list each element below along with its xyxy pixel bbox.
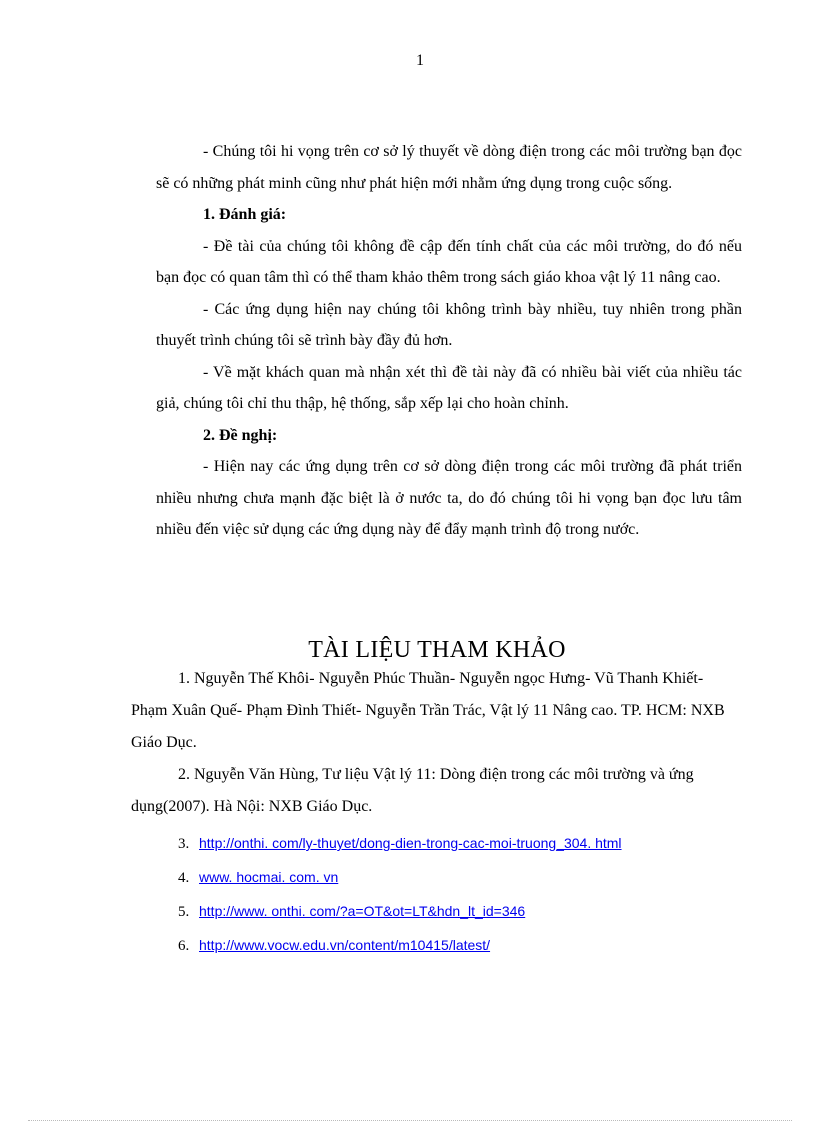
evaluation-heading: 1. Đánh giá: [203,206,287,223]
proposal-paragraph: - Hiện nay các ứng dụng trên cơ sở dòng điện trong các môi trường đã phát triển nhiều nhưng chưa mạnh đặc biệt là ở nước ta, do đó chúng tôi hi vọng bạn đọc lưu tâm nhiều đến việc sử dụng các ứng dụng này để đẩy mạnh trình độ trong nước. [156,458,742,538]
reference-link[interactable]: http://onthi. com/ly-thuyet/dong-dien-trong-cac-moi-truong_304. html [199,835,622,851]
reference-link[interactable]: www. hocmai. com. vn [199,869,339,885]
reference-link[interactable]: http://www.vocw.edu.vn/content/m10415/latest/ [199,937,491,953]
evaluation-paragraph: - Đề tài của chúng tôi không đề cập đến tính chất của các môi trường, do đó nếu bạn đọc có quan tâm thì có thể tham khảo thêm trong sách giáo khoa vật lý 11 nâng cao. [156,237,742,286]
reference-number: 4. [178,870,190,886]
reference-link-row [178,860,622,894]
intro-paragraph: - Chúng tôi hi vọng trên cơ sở lý thuyết về dòng điện trong các môi trường bạn đọc sẽ có những phát minh cũng như phát hiện mới nhằm ứng dụng trong cuộc sống. [156,143,742,192]
link-references [178,826,622,962]
evaluation-paragraph: - Các ứng dụng hiện nay chúng tôi không trình bày nhiều, tuy nhiên trong phần thuyết trình chúng tôi sẽ trình bày đầy đủ hơn. [156,300,742,349]
page-bottom-rule [28,1120,792,1121]
reference-number: 3. [178,836,190,852]
reference-item: 2. Nguyễn Văn Hùng, Tư liệu Vật lý 11: Dòng điện trong các môi trường và ứng dụng(2007). Hà Nội: NXB Giáo Dục. [131,766,694,815]
reference-link-row [178,928,622,962]
reference-link[interactable]: http://www. onthi. com/?a=OT&ot=LT&hdn_lt_id=346 [199,903,526,919]
proposal-heading: 2. Đề nghị: [203,426,278,444]
book-references [131,663,731,823]
references-title: TÀI LIỆU THAM KHẢO [308,637,566,663]
reference-link-row [178,826,622,860]
reference-number: 6. [178,938,190,954]
document-body [156,136,742,546]
reference-number: 5. [178,904,190,920]
reference-link-row [178,894,622,928]
page-number: 1 [416,52,424,69]
reference-item: 1. Nguyễn Thế Khôi- Nguyễn Phúc Thuần- Nguyễn ngọc Hưng- Vũ Thanh Khiết- Phạm Xuân Quế- Phạm Đình Thiết- Nguyễn Trần Trác, Vật lý 11 Nâng cao. TP. HCM: NXB Giáo Dục. [131,670,725,751]
evaluation-paragraph: - Về mặt khách quan mà nhận xét thì đề tài này đã có nhiều bài viết của nhiều tác giả, chúng tôi chỉ thu thập, hệ thống, sắp xếp lại cho hoàn chỉnh. [156,363,742,412]
